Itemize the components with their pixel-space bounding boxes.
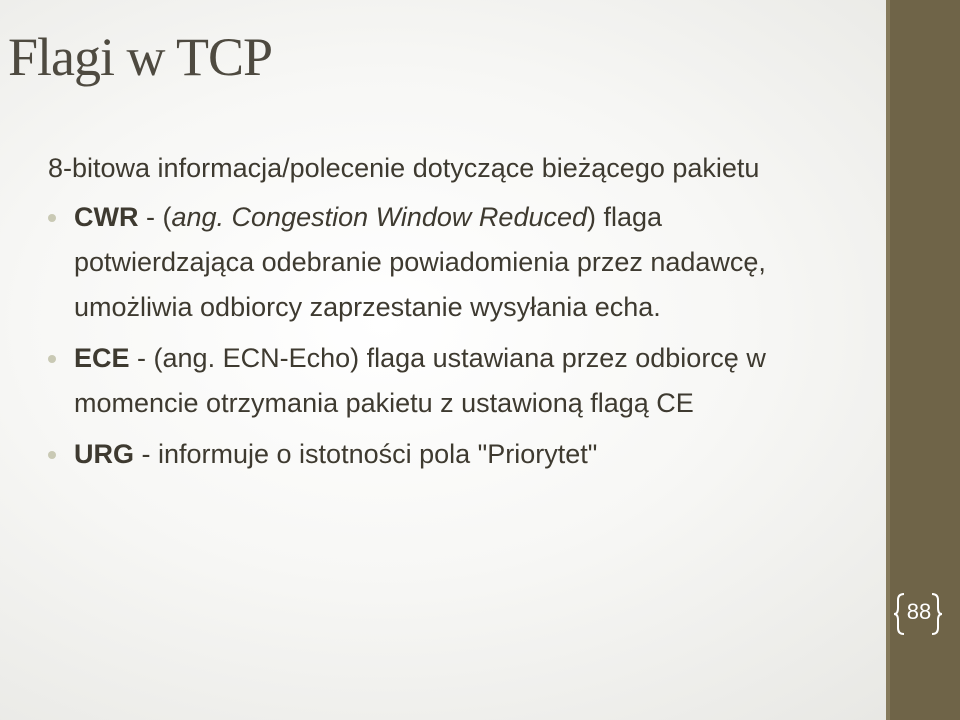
bullet-list <box>48 195 848 477</box>
bullet-dot-icon <box>48 214 56 222</box>
bullet-dot-icon <box>48 355 56 363</box>
cwr-italic: ang. Congestion Window Reduced <box>171 202 588 232</box>
bullet-urg <box>48 432 848 477</box>
page-number: 88 <box>906 599 932 624</box>
term-urg: URG <box>74 439 134 469</box>
slide-content <box>48 146 848 483</box>
bullet-dot-icon <box>48 451 56 459</box>
cwr-text-before: - ( <box>138 202 172 232</box>
slide-title: Flagi w TCP <box>8 27 273 87</box>
page-number-badge <box>892 590 944 638</box>
intro-text: 8-bitowa informacja/polecenie dotyczące bieżącego pakietu <box>48 153 760 183</box>
term-ece: ECE <box>74 343 130 373</box>
side-band-edge <box>886 0 890 720</box>
bullet-ece <box>48 336 848 426</box>
urg-text: - informuje o istotności pola "Priorytet" <box>134 439 598 469</box>
term-cwr: CWR <box>74 202 139 232</box>
ece-text: - (ang. ECN-Echo) flaga ustawiana przez odbiorcę w momencie otrzymania pakietu z ustawioną flagą CE <box>74 343 766 418</box>
bullet-cwr <box>48 195 848 330</box>
cwr-text-after: ) flaga potwierdzająca odebranie powiadomienia przez nadawcę, umożliwia odbiorcy zaprzestanie wysyłania echa. <box>74 202 766 322</box>
